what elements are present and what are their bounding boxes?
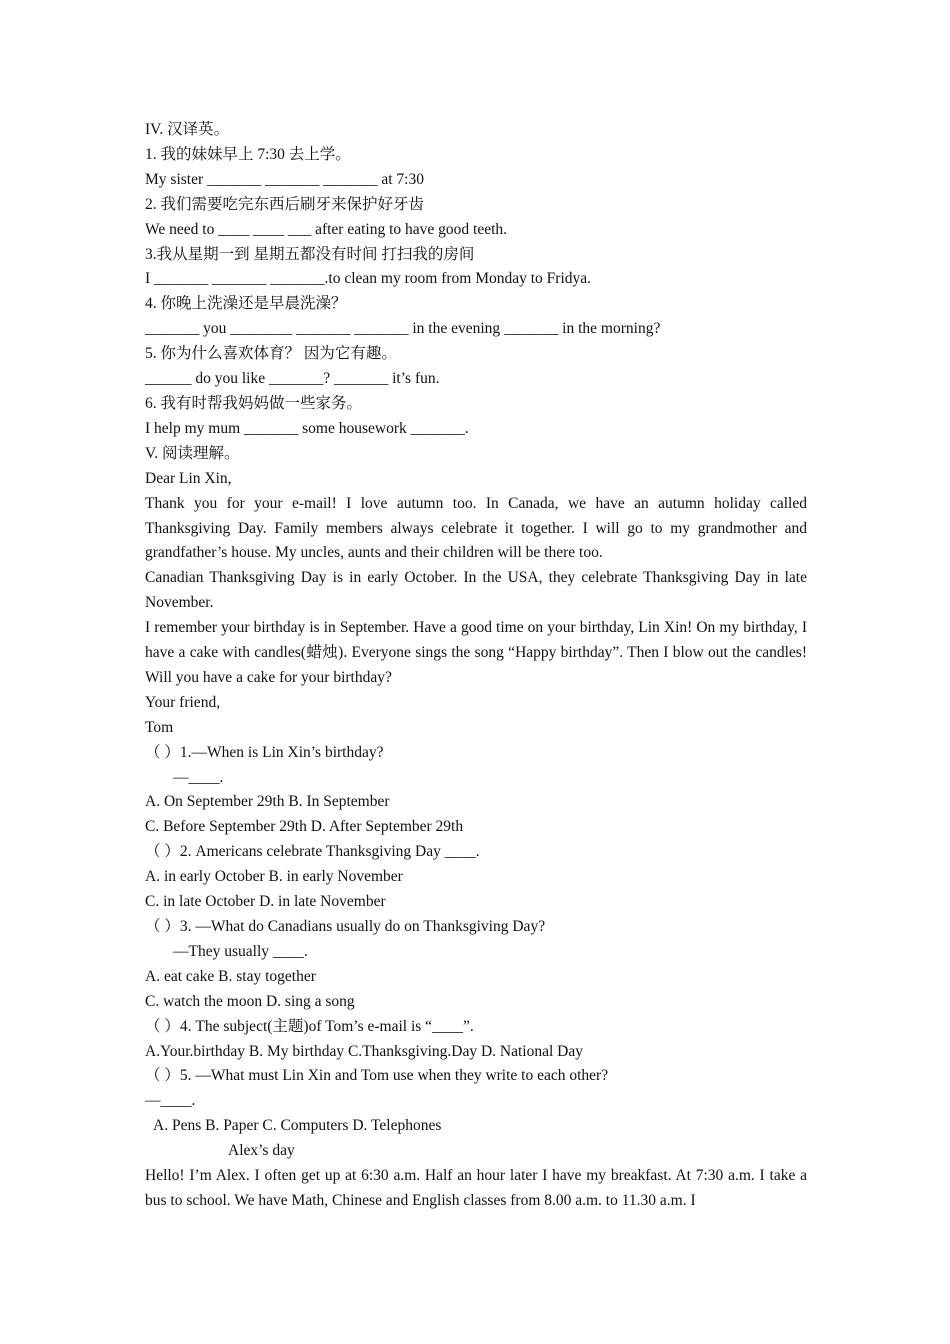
document-page <box>145 118 807 1214</box>
letter-greeting: Dear Lin Xin, <box>145 469 232 487</box>
section-5-heading: V. 阅读理解。 <box>145 444 240 462</box>
question-2-options-ab: A. in early October B. in early November <box>145 868 403 886</box>
item-3-english: I _______ _______ _______.to clean my room from Monday to Fridya. <box>145 270 592 288</box>
item-6-english: I help my mum _______ some housework _______. <box>145 419 469 437</box>
question-4-options: A.Your.birthday B. My birthday C.Thanksgiving.Day D. National Day <box>145 1042 583 1060</box>
letter-closing: Your friend, <box>145 693 221 711</box>
letter-signature: Tom <box>145 718 174 736</box>
question-3-options-cd: C. watch the moon D. sing a song <box>145 992 355 1010</box>
question-4: （ ）4. The subject(主题)of Tom’s e-mail is “____”. <box>145 1017 474 1035</box>
passage-2-text: Hello! I’m Alex. I often get up at 6:30 a.m. Half an hour later I have my breakfast. At 7:30 a.m. I take a bus to school. We have Math, Chinese and English classes from 8.00 a.m. to 11.30 a.m. I <box>145 1167 807 1209</box>
section-4-heading: IV. 汉译英。 <box>145 121 230 138</box>
letter-paragraph-1: Thank you for your e-mail! I love autumn too. In Canada, we have an autumn holiday called Thanksgiving Day. Family members always celebrate it together. I will go to my grandmother and grandfather’s house. My uncles, aunts and their children will be there too. <box>145 494 807 562</box>
question-3: （ ）3. —What do Canadians usually do on Thanksgiving Day? <box>145 918 546 935</box>
question-3-options-ab: A. eat cake B. stay together <box>145 967 316 985</box>
question-5-answer-blank: —____. <box>145 1092 196 1110</box>
question-5-options: A. Pens B. Paper C. Computers D. Telephones <box>153 1117 442 1135</box>
question-3-answer-blank: —They usually ____. <box>173 942 308 960</box>
item-4-chinese: 4. 你晚上洗澡还是早晨洗澡？ <box>145 295 347 313</box>
question-1: （ ）1.—When is Lin Xin’s birthday? <box>145 743 384 761</box>
item-5-english: ______ do you like _______? _______ it’s fun. <box>145 370 440 388</box>
item-2-chinese: 2. 我们需要吃完东西后刷牙来保护好牙齿 <box>145 195 425 213</box>
item-1-english: My sister _______ _______ _______ at 7:30 <box>145 170 424 188</box>
question-1-answer-blank: —____. <box>173 768 224 786</box>
question-2-options-cd: C. in late October D. in late November <box>145 893 386 911</box>
letter-paragraph-2: Canadian Thanksgiving Day is in early October. In the USA, they celebrate Thanksgiving Day in late November. <box>145 569 807 612</box>
question-2: （ ）2. Americans celebrate Thanksgiving Day ____. <box>145 843 480 861</box>
letter-paragraph-3: I remember your birthday is in September. Have a good time on your birthday, Lin Xin! On my birthday, I have a cake with candles(蜡烛). Everyone sings the song “Happy birthday”. Then I blow out the candles! Will you have a cake for your birthday? <box>145 619 807 686</box>
item-5-chinese: 5. 你为什么喜欢体育？ 因为它有趣。 <box>145 345 397 363</box>
question-1-options-cd: C. Before September 29th D. After September 29th <box>145 818 464 836</box>
item-2-english: We need to ____ ____ ___ after eating to have good teeth. <box>145 220 508 238</box>
question-5: （ ）5. —What must Lin Xin and Tom use when they write to each other? <box>145 1067 609 1085</box>
item-1-chinese: 1. 我的妹妹早上 7:30 去上学。 <box>145 145 351 163</box>
item-4-english: _______ you ________ _______ _______ in the evening _______ in the morning? <box>145 320 661 338</box>
passage-2-title: Alex’s day <box>228 1142 295 1160</box>
question-1-options-ab: A. On September 29th B. In September <box>145 793 390 811</box>
item-6-chinese: 6. 我有时帮我妈妈做一些家务。 <box>145 394 363 412</box>
item-3-chinese: 3.我从星期一到 星期五都没有时间 打扫我的房间 <box>145 245 475 263</box>
